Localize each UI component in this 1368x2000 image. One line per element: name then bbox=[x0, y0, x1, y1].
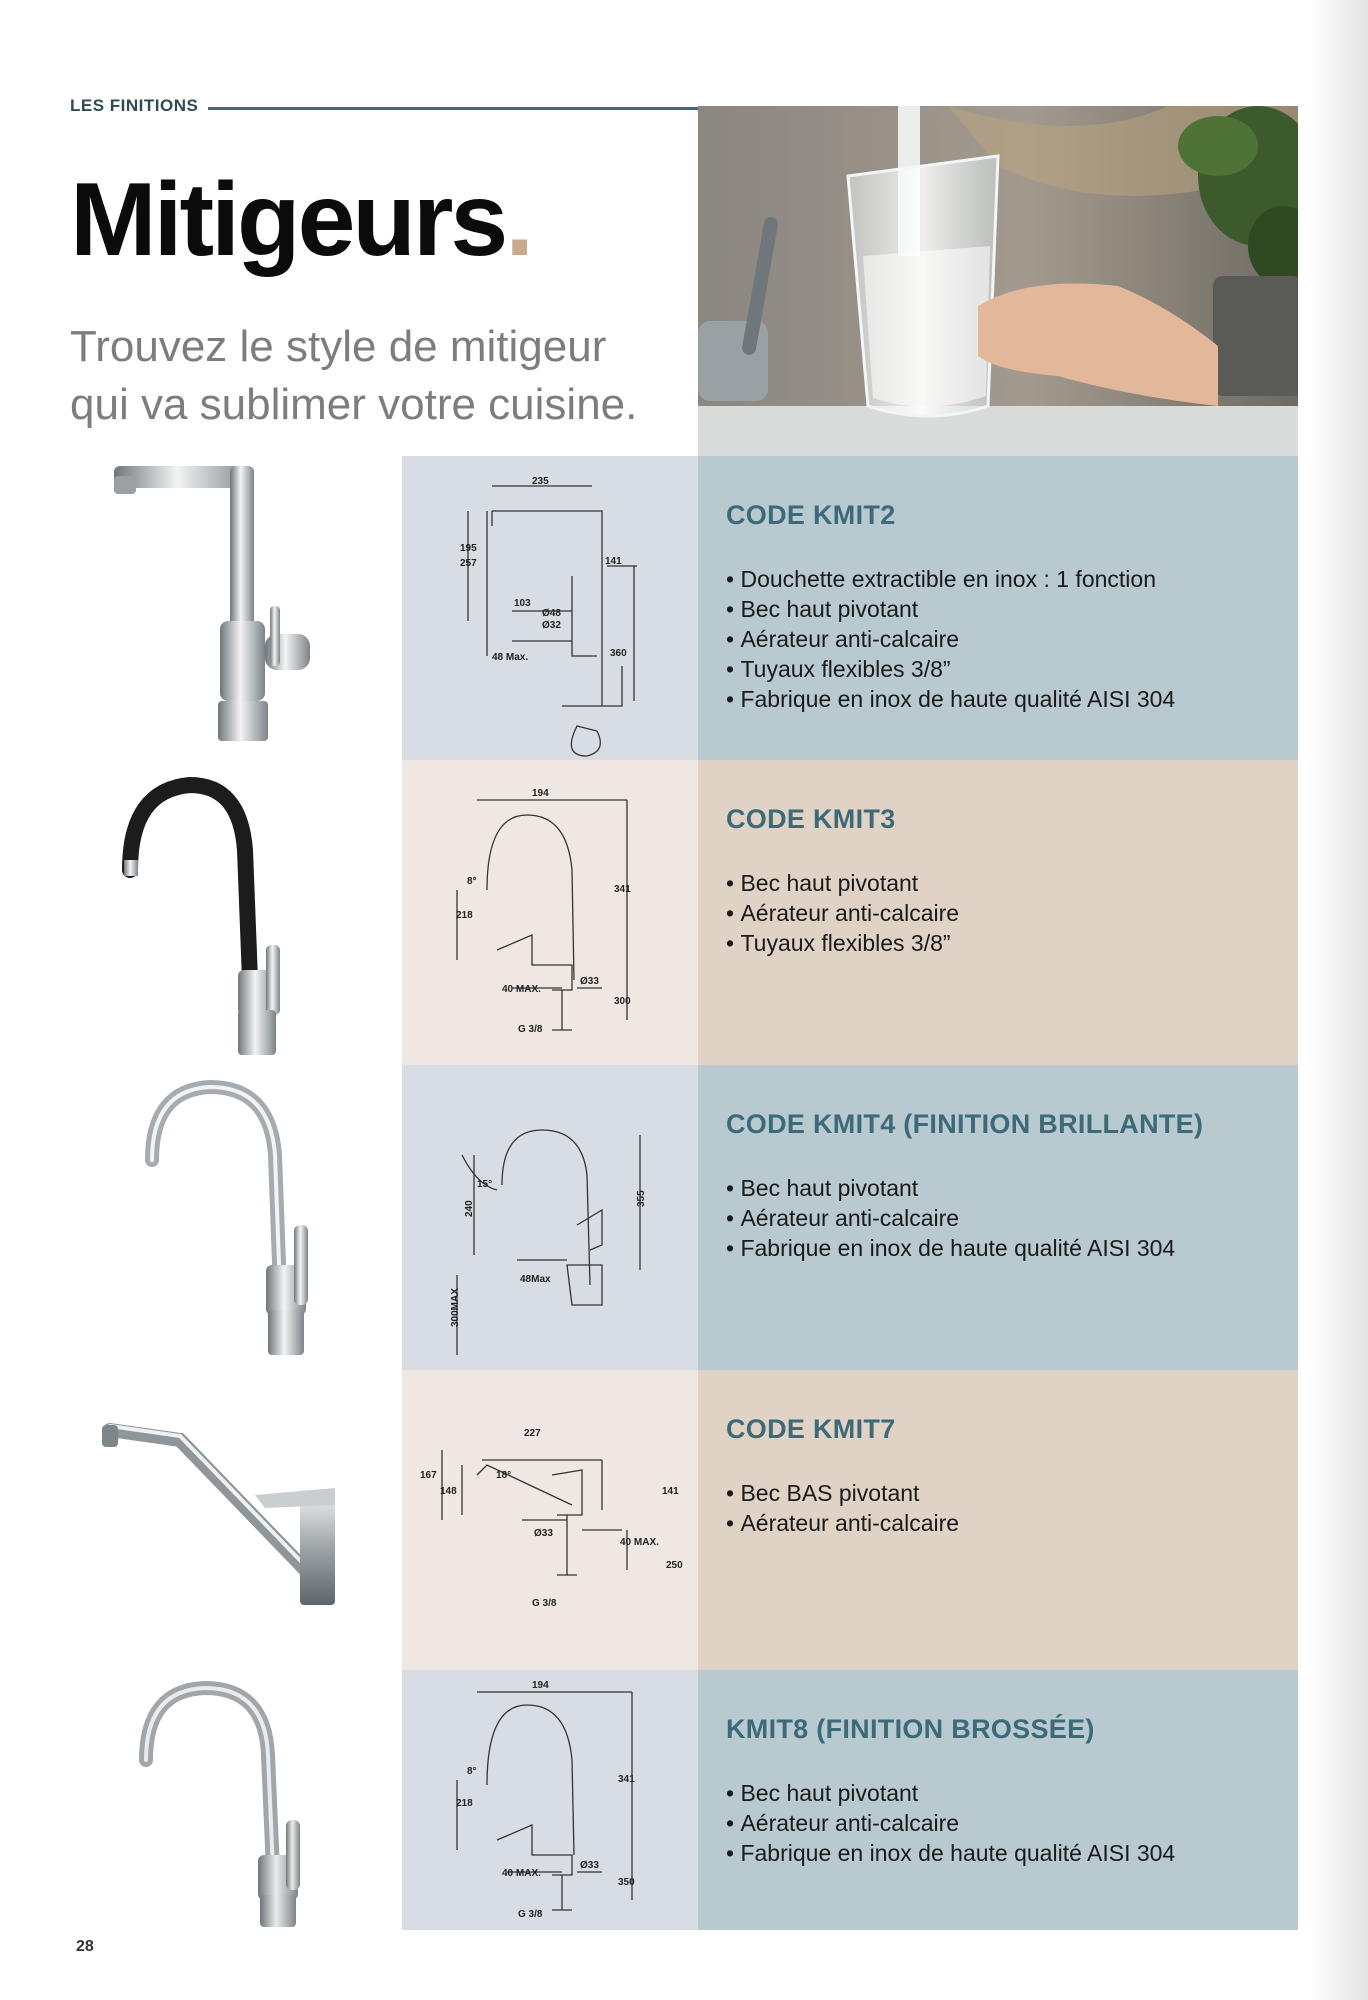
feature-list bbox=[726, 868, 959, 958]
dim-label: 18° bbox=[496, 1470, 512, 1481]
feature-item: • Fabrique en inox de haute qualité AISI 304 bbox=[726, 684, 1175, 714]
dim-label: 300MAX bbox=[450, 1288, 461, 1327]
dim-label: 8° bbox=[467, 1766, 477, 1777]
dim-label: 167 bbox=[420, 1470, 437, 1481]
dim-label: 235 bbox=[532, 476, 549, 487]
feature-item: • Bec BAS pivotant bbox=[726, 1478, 959, 1508]
faucet-photo-kmit7 bbox=[70, 1370, 400, 1670]
hero-photo-water-glass bbox=[698, 106, 1298, 456]
feature-list bbox=[726, 564, 1175, 714]
section-label: LES FINITIONS bbox=[70, 96, 199, 115]
dim-label: Ø32 bbox=[542, 620, 561, 631]
tech-drawing-kmit7 bbox=[402, 1370, 698, 1670]
dim-label: 48 Max. bbox=[492, 652, 529, 663]
dim-label: 341 bbox=[614, 884, 631, 895]
dim-label: 48Max bbox=[520, 1274, 551, 1285]
dim-label: 227 bbox=[524, 1428, 541, 1439]
product-photo-kmit8 bbox=[70, 1670, 400, 1930]
dim-label: 218 bbox=[456, 1798, 473, 1809]
section-rule bbox=[208, 107, 700, 110]
dimension-drawing-kmit4 bbox=[402, 1065, 698, 1370]
product-info-kmit4 bbox=[698, 1065, 1298, 1370]
dim-label: 40 MAX. bbox=[502, 984, 541, 995]
dim-label: Ø33 bbox=[580, 1860, 599, 1871]
title-dot: . bbox=[505, 162, 532, 278]
dim-label: G 3/8 bbox=[518, 1909, 543, 1920]
dim-label: 240 bbox=[464, 1200, 475, 1217]
dim-label: 148 bbox=[440, 1486, 457, 1497]
tech-drawing-kmit4 bbox=[402, 1065, 698, 1370]
hero-illustration bbox=[698, 106, 1298, 456]
product-row-kmit3 bbox=[0, 760, 1368, 1065]
feature-item: • Fabrique en inox de haute qualité AISI 304 bbox=[726, 1233, 1175, 1263]
dim-label: 350 bbox=[618, 1877, 635, 1888]
feature-list bbox=[726, 1173, 1175, 1263]
faucet-photo-kmit4 bbox=[70, 1065, 400, 1370]
dim-label: 341 bbox=[618, 1774, 635, 1785]
feature-item: • Bec haut pivotant bbox=[726, 868, 959, 898]
product-photo-kmit4 bbox=[70, 1065, 400, 1370]
feature-item: • Aérateur anti-calcaire bbox=[726, 1203, 1175, 1233]
tech-drawing-kmit8 bbox=[402, 1670, 698, 1930]
dim-label: 257 bbox=[460, 558, 477, 569]
product-row-kmit2 bbox=[0, 456, 1368, 760]
product-code: CODE KMIT3 bbox=[726, 804, 896, 834]
dim-label: 194 bbox=[532, 788, 549, 799]
dim-label: 103 bbox=[514, 598, 531, 609]
subtitle-line-2: qui va sublimer votre cuisine. bbox=[70, 380, 638, 429]
feature-item: • Bec haut pivotant bbox=[726, 1173, 1175, 1203]
product-info-kmit8 bbox=[698, 1670, 1298, 1930]
dim-label: 218 bbox=[456, 910, 473, 921]
page-subtitle bbox=[70, 318, 710, 434]
tech-drawing-kmit2 bbox=[402, 456, 698, 760]
subtitle-line-1: Trouvez le style de mitigeur bbox=[70, 322, 607, 371]
dim-label: 360 bbox=[610, 648, 627, 659]
dim-label: Ø33 bbox=[580, 976, 599, 987]
dim-label: 300 bbox=[614, 996, 631, 1007]
product-photo-kmit7 bbox=[70, 1370, 400, 1670]
dim-label: 141 bbox=[662, 1486, 679, 1497]
dimension-drawing-kmit7 bbox=[402, 1370, 698, 1670]
feature-item: • Tuyaux flexibles 3/8” bbox=[726, 654, 1175, 684]
feature-list bbox=[726, 1778, 1175, 1868]
product-code: KMIT8 (FINITION BROSSÉE) bbox=[726, 1714, 1095, 1744]
tech-drawing-kmit3 bbox=[402, 760, 698, 1065]
faucet-photo-kmit2 bbox=[70, 456, 400, 760]
dim-label: 40 MAX. bbox=[620, 1537, 659, 1548]
page-number: 28 bbox=[76, 1938, 94, 1955]
dim-label: 40 MAX. bbox=[502, 1868, 541, 1879]
faucet-photo-kmit8 bbox=[70, 1670, 400, 1930]
dim-label: Ø48 bbox=[542, 608, 561, 619]
dim-label: 195 bbox=[460, 543, 477, 554]
product-code: CODE KMIT4 (FINITION BRILLANTE) bbox=[726, 1109, 1204, 1139]
product-row-kmit7 bbox=[0, 1370, 1368, 1670]
feature-item: • Aérateur anti-calcaire bbox=[726, 1808, 1175, 1838]
feature-item: • Fabrique en inox de haute qualité AISI 304 bbox=[726, 1838, 1175, 1868]
dimension-drawing-kmit2 bbox=[402, 456, 698, 760]
feature-list bbox=[726, 1478, 959, 1538]
feature-item: • Aérateur anti-calcaire bbox=[726, 624, 1175, 654]
dim-label: 250 bbox=[666, 1560, 683, 1571]
product-photo-kmit3 bbox=[70, 760, 400, 1065]
product-code: CODE KMIT2 bbox=[726, 500, 896, 530]
feature-item: • Bec haut pivotant bbox=[726, 594, 1175, 624]
product-row-kmit8 bbox=[0, 1670, 1368, 1930]
product-info-kmit3 bbox=[698, 760, 1298, 1065]
dim-label: 355 bbox=[636, 1190, 647, 1207]
dim-label: G 3/8 bbox=[532, 1598, 557, 1609]
dimension-drawing-kmit3 bbox=[402, 760, 698, 1065]
product-row-kmit4 bbox=[0, 1065, 1368, 1370]
dimension-drawing-kmit8 bbox=[402, 1670, 698, 1930]
dim-label: 15° bbox=[477, 1179, 493, 1190]
dim-label: G 3/8 bbox=[518, 1024, 543, 1035]
feature-item: • Douchette extractible en inox : 1 fonction bbox=[726, 564, 1175, 594]
dim-label: Ø33 bbox=[534, 1528, 553, 1539]
page-title bbox=[70, 162, 532, 278]
dim-label: 8° bbox=[467, 876, 477, 887]
product-info-kmit7 bbox=[698, 1370, 1298, 1670]
product-photo-kmit2 bbox=[70, 456, 400, 760]
product-info-kmit2 bbox=[698, 456, 1298, 760]
title-text: Mitigeurs bbox=[70, 162, 506, 278]
dim-label: 141 bbox=[605, 556, 622, 567]
feature-item: • Bec haut pivotant bbox=[726, 1778, 1175, 1808]
feature-item: • Aérateur anti-calcaire bbox=[726, 1508, 959, 1538]
feature-item: • Aérateur anti-calcaire bbox=[726, 898, 959, 928]
dim-label: 194 bbox=[532, 1680, 549, 1691]
product-code: CODE KMIT7 bbox=[726, 1414, 896, 1444]
feature-item: • Tuyaux flexibles 3/8” bbox=[726, 928, 959, 958]
faucet-photo-kmit3 bbox=[70, 760, 400, 1065]
